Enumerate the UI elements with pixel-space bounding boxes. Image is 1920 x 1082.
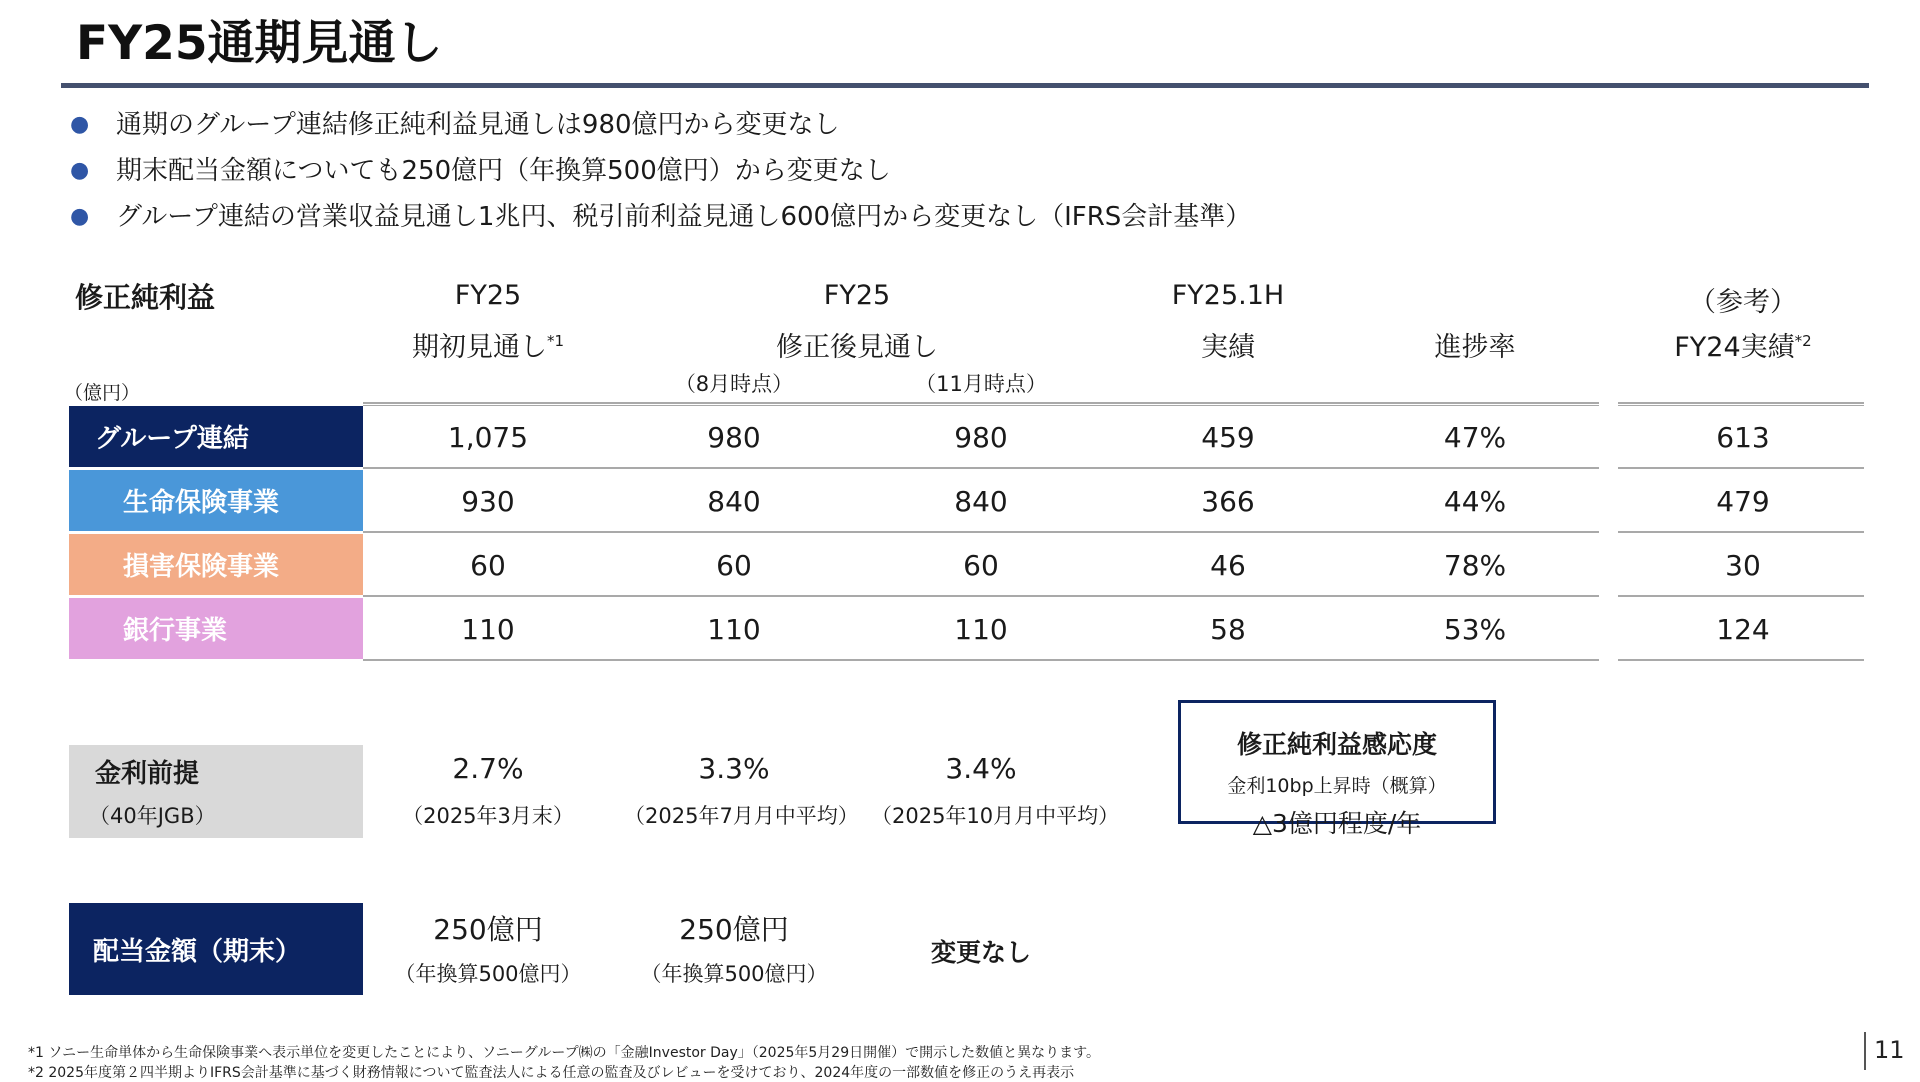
cell: 46 xyxy=(1210,549,1246,582)
dividend-note: （年換算500億円） xyxy=(394,962,582,986)
sensitivity-condition: 金利10bp上昇時（概算） xyxy=(1227,775,1447,797)
row-label-life: 生命保険事業 xyxy=(69,470,363,531)
bullet-item: ● グループ連結の営業収益見通し1兆円、税引前利益見通し600億円から変更なし（IFRS会計基準） xyxy=(66,194,1251,240)
cell: 840 xyxy=(707,485,761,518)
interest-sublabel: （40年JGB） xyxy=(89,804,216,828)
row-divider xyxy=(1618,531,1864,533)
bullet-dot-icon: ● xyxy=(70,158,90,183)
header-col6-line1: （参考） xyxy=(1689,287,1797,318)
cell: 124 xyxy=(1716,613,1770,646)
cell: 1,075 xyxy=(447,421,529,454)
cell: 58 xyxy=(1210,613,1246,646)
header-col6-line2: FY24実績$^{*2}$ xyxy=(1674,332,1812,363)
dividend-label: 配当金額（期末） xyxy=(69,903,363,995)
interest-note: （2025年3月末） xyxy=(402,804,574,828)
row-divider xyxy=(1618,595,1864,597)
table-unit: （億円） xyxy=(64,382,141,404)
interest-value: 3.4% xyxy=(945,752,1017,785)
table-title: 修正純利益 xyxy=(75,281,216,314)
bullet-item: ● 通期のグループ連結修正純利益見通しは980億円から変更なし xyxy=(66,102,1251,148)
row-label-bank: 銀行事業 xyxy=(69,598,363,659)
cell: 459 xyxy=(1201,421,1255,454)
cell: 60 xyxy=(963,549,999,582)
footnote-ref-1: *1 xyxy=(546,332,565,350)
header-col3-sub: （11月時点） xyxy=(915,372,1047,396)
cell: 60 xyxy=(470,549,506,582)
row-divider xyxy=(363,659,1599,661)
cell: 366 xyxy=(1201,485,1255,518)
title-divider xyxy=(61,83,1869,88)
cell: 930 xyxy=(461,485,515,518)
footnote-1: *1 ソニー生命単体から生命保険事業へ表示単位を変更したことにより、ソニーグループ㈱の「金融Investor Day」（2025年5月29日開催）で開示した数値と異なります。 xyxy=(28,1045,1101,1061)
bullet-item: ● 期末配当金額についても250億円（年換算500億円）から変更なし xyxy=(66,148,1251,194)
header-col1-line1: FY25 xyxy=(454,280,522,311)
cell: 78% xyxy=(1443,549,1507,582)
interest-note: （2025年7月月中平均） xyxy=(624,804,859,828)
interest-value: 3.3% xyxy=(698,752,770,785)
cell: 613 xyxy=(1716,421,1770,454)
interest-value: 2.7% xyxy=(452,752,524,785)
cell: 980 xyxy=(707,421,761,454)
cell: 840 xyxy=(954,485,1008,518)
sensitivity-box xyxy=(1178,700,1496,838)
sensitivity-value: △3億円程度/年 xyxy=(1252,809,1422,838)
interest-label-box xyxy=(69,745,363,838)
dividend-note: （年換算500億円） xyxy=(640,962,828,986)
summary-bullets xyxy=(66,102,1251,240)
header-rule-ref xyxy=(1618,402,1864,406)
row-divider xyxy=(363,467,1599,469)
row-divider xyxy=(363,595,1599,597)
header-col23-line1: FY25 xyxy=(823,280,891,311)
row-divider xyxy=(1618,467,1864,469)
dividend-value: 250億円 xyxy=(433,913,543,946)
row-divider xyxy=(1618,659,1864,661)
cell: 110 xyxy=(954,613,1008,646)
cell: 980 xyxy=(954,421,1008,454)
sensitivity-title: 修正純利益感応度 xyxy=(1236,730,1437,759)
page-number-divider xyxy=(1864,1032,1866,1070)
page-number: 11 xyxy=(1874,1036,1905,1064)
cell: 60 xyxy=(716,549,752,582)
interest-label: 金利前提 xyxy=(95,759,200,789)
dividend-status: 変更なし xyxy=(930,938,1031,967)
cell: 44% xyxy=(1443,485,1507,518)
header-col2-sub: （8月時点） xyxy=(674,372,794,396)
bullet-dot-icon: ● xyxy=(70,204,90,229)
interest-note: （2025年10月月中平均） xyxy=(871,804,1120,828)
header-col1-line2: 期初見通し$^{*1}$ xyxy=(411,332,565,363)
header-col23-line2: 修正後見通し xyxy=(776,332,938,363)
footnote-2: *2 2025年度第２四半期よりIFRS会計基準に基づく財務情報について監査法人による任意の監査及びレビューを受けており、2024年度の一部数値を修正のうえ再表示 xyxy=(28,1065,1075,1081)
cell: 110 xyxy=(461,613,515,646)
header-rule xyxy=(363,402,1599,406)
row-divider xyxy=(363,531,1599,533)
header-col4-line2: 実績 xyxy=(1201,332,1255,363)
cell: 110 xyxy=(707,613,761,646)
cell: 47% xyxy=(1443,421,1507,454)
header-col5-line2: 進捗率 xyxy=(1434,332,1516,363)
row-label-group: グループ連結 xyxy=(69,406,363,467)
bullet-dot-icon: ● xyxy=(70,112,90,137)
header-col4-line1: FY25.1H xyxy=(1171,280,1285,311)
page-title: FY25通期見通し xyxy=(76,16,443,71)
dividend-value: 250億円 xyxy=(679,913,789,946)
cell: 30 xyxy=(1725,549,1761,582)
footnote-ref-2: *2 xyxy=(1794,332,1812,350)
cell: 53% xyxy=(1443,613,1507,646)
cell: 479 xyxy=(1716,485,1770,518)
row-label-nonlife: 損害保険事業 xyxy=(69,534,363,595)
